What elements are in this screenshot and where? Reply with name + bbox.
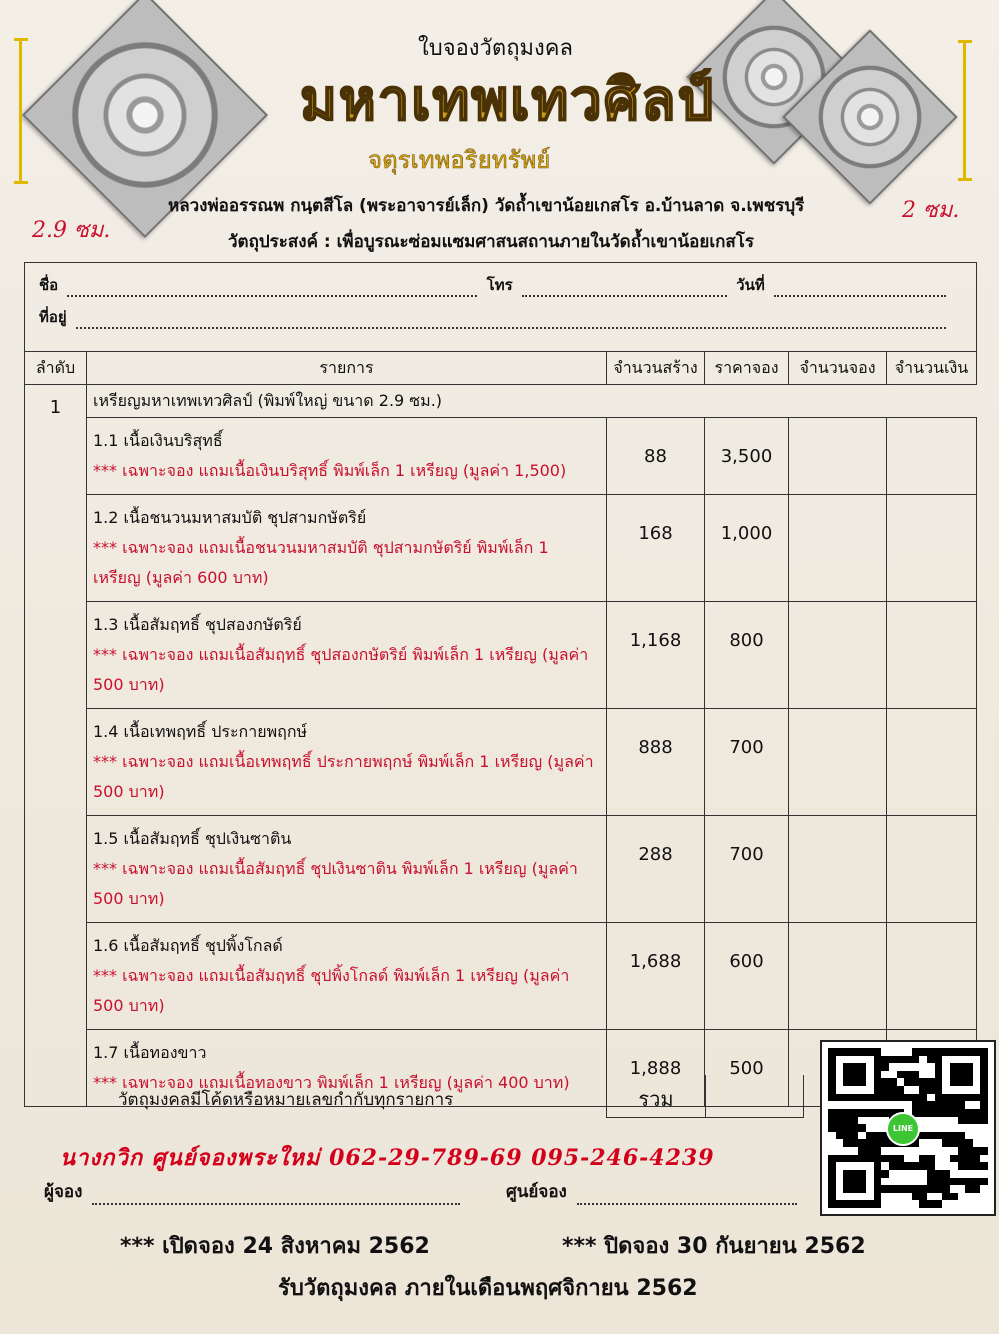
item-bonus-note: *** เฉพาะจอง แถมเนื้อสัมฤทธิ์ ชุปเงินซาติน พิมพ์เล็ก 1 เหรียญ (มูลค่า 500 บาท)	[93, 859, 578, 908]
booker-label: ผู้จอง	[44, 1182, 83, 1202]
table-row	[25, 816, 977, 923]
receive-date: รับวัตถุมงคล ภายในเดือนพฤศจิกายน 2562	[278, 1276, 698, 1301]
item-booking-price: 500	[705, 1030, 789, 1107]
phone-label: โทร	[486, 276, 513, 294]
item-amount-cell[interactable]	[887, 709, 977, 816]
item-amount-cell[interactable]	[887, 418, 977, 495]
item-amount-cell[interactable]	[887, 816, 977, 923]
center-field[interactable]	[577, 1189, 797, 1205]
center-label: ศูนย์จอง	[506, 1182, 567, 1202]
group-index: 1	[25, 385, 87, 1107]
item-booking-price: 600	[705, 923, 789, 1030]
order-table	[24, 262, 977, 1107]
table-row	[25, 923, 977, 1030]
booking-open-date: *** เปิดจอง 24 สิงหาคม 2562	[120, 1234, 430, 1259]
item-quantity-made: 1,888	[607, 1030, 705, 1107]
header-booking-price: ราคาจอง	[705, 352, 789, 385]
table-row	[25, 418, 977, 495]
item-quantity-made: 1,168	[607, 602, 705, 709]
size-bracket-left	[14, 38, 28, 184]
purpose-line: วัตถุประสงค์ : เพื่อบูรณะซ่อมแซมศาสนสถานภายในวัดถ้ำเขาน้อยเกสโร	[228, 232, 755, 252]
name-label: ชื่อ	[39, 276, 59, 294]
header-booking-quantity: จำนวนจอง	[789, 352, 887, 385]
total-box	[606, 1075, 804, 1118]
size-label-right: 2 ซม.	[902, 198, 960, 223]
total-label: รวม	[607, 1075, 706, 1117]
customer-form	[25, 263, 977, 352]
center-signature-line	[506, 1178, 801, 1205]
item-booking-quantity-cell[interactable]	[789, 495, 887, 602]
address-label: ที่อยู่	[39, 308, 67, 326]
item-booking-price: 700	[705, 816, 789, 923]
item-booking-quantity-cell[interactable]	[789, 923, 887, 1030]
booker-signature-line	[44, 1178, 464, 1205]
item-booking-quantity-cell[interactable]	[789, 418, 887, 495]
header-item: รายการ	[87, 352, 607, 385]
header-index: ลำดับ	[25, 352, 87, 385]
table-row	[25, 602, 977, 709]
phone-field[interactable]	[522, 281, 727, 297]
table-header-row	[25, 352, 977, 385]
item-bonus-note: *** เฉพาะจอง แถมเนื้อเงินบริสุทธิ์ พิมพ์เล็ก 1 เหรียญ (มูลค่า 1,500)	[93, 461, 567, 480]
item-quantity-made: 288	[607, 816, 705, 923]
header-amount: จำนวนเงิน	[887, 352, 977, 385]
total-amount-field[interactable]	[706, 1075, 803, 1117]
item-booking-price: 1,000	[705, 495, 789, 602]
date-label: วันที่	[736, 276, 765, 294]
item-quantity-made: 88	[607, 418, 705, 495]
booker-field[interactable]	[92, 1189, 460, 1205]
page-tagline: จตุรเทพอริยทรัพย์	[368, 146, 551, 174]
item-name: 1.3 เนื้อสัมฤทธิ์ ชุปสองกษัตริย์	[93, 615, 302, 634]
item-name: 1.5 เนื้อสัมฤทธิ์ ชุปเงินซาติน	[93, 829, 292, 848]
monk-temple-line: หลวงพ่ออรรณพ กนฺตสีโล (พระอาจารย์เล็ก) วัดถ้ำเขาน้อยเกสโร อ.บ้านลาด จ.เพชรบุรี	[168, 196, 805, 216]
item-booking-price: 800	[705, 602, 789, 709]
code-footnote: วัตถุมงคลมีโค้ดหรือหมายเลขกำกับทุกรายการ	[118, 1090, 454, 1110]
line-app-icon: LINE	[886, 1112, 920, 1146]
item-name: 1.4 เนื้อเทพฤทธิ์ ประกายพฤกษ์	[93, 722, 308, 741]
item-booking-quantity-cell[interactable]	[789, 602, 887, 709]
page-subtitle: ใบจองวัตถุมงคล	[418, 36, 573, 61]
item-bonus-note: *** เฉพาะจอง แถมเนื้อสัมฤทธิ์ ชุปสองกษัตริย์ พิมพ์เล็ก 1 เหรียญ (มูลค่า 500 บาท)	[93, 645, 589, 694]
item-quantity-made: 888	[607, 709, 705, 816]
item-name: 1.6 เนื้อสัมฤทธิ์ ชุปพิ้งโกลด์	[93, 936, 283, 955]
address-field[interactable]	[76, 313, 946, 329]
date-field[interactable]	[774, 281, 946, 297]
item-booking-quantity-cell[interactable]	[789, 709, 887, 816]
item-name: 1.7 เนื้อทองขาว	[93, 1043, 207, 1062]
address-line	[39, 305, 962, 329]
table-row	[25, 495, 977, 602]
name-phone-date-line	[39, 273, 962, 297]
page-title: มหาเทพเทวศิลป์	[300, 67, 716, 133]
item-quantity-made: 168	[607, 495, 705, 602]
item-amount-cell[interactable]	[887, 923, 977, 1030]
item-booking-quantity-cell[interactable]	[789, 816, 887, 923]
item-bonus-note: *** เฉพาะจอง แถมเนื้อทองขาว พิมพ์เล็ก 1 เหรียญ (มูลค่า 400 บาท)	[93, 1073, 570, 1092]
item-amount-cell[interactable]	[887, 602, 977, 709]
size-label-left: 2.9 ซม.	[32, 218, 111, 243]
size-bracket-right	[958, 40, 972, 181]
contact-phone-line: นางกวิก ศูนย์จองพระใหม่ 062-29-789-69 095-246-4239	[60, 1145, 715, 1171]
group-title: เหรียญมหาเทพเทวศิลป์ (พิมพ์ใหญ่ ขนาด 2.9 ซม.)	[87, 385, 977, 418]
item-bonus-note: *** เฉพาะจอง แถมเนื้อสัมฤทธิ์ ชุปพิ้งโกลด์ พิมพ์เล็ก 1 เหรียญ (มูลค่า 500 บาท)	[93, 966, 570, 1015]
name-field[interactable]	[67, 281, 477, 297]
item-quantity-made: 1,688	[607, 923, 705, 1030]
item-amount-cell[interactable]	[887, 495, 977, 602]
item-bonus-note: *** เฉพาะจอง แถมเนื้อชนวนมหาสมบัติ ชุปสามกษัตริย์ พิมพ์เล็ก 1 เหรียญ (มูลค่า 600 บาท)	[93, 538, 549, 587]
header-quantity-made: จำนวนสร้าง	[607, 352, 705, 385]
item-bonus-note: *** เฉพาะจอง แถมเนื้อเทพฤทธิ์ ประกายพฤกษ์ พิมพ์เล็ก 1 เหรียญ (มูลค่า 500 บาท)	[93, 752, 594, 801]
item-name: 1.1 เนื้อเงินบริสุทธิ์	[93, 431, 223, 450]
table-row	[25, 709, 977, 816]
booking-close-date: *** ปิดจอง 30 กันยายน 2562	[562, 1234, 866, 1259]
item-name: 1.2 เนื้อชนวนมหาสมบัติ ชุปสามกษัตริย์	[93, 508, 367, 527]
group-title-row	[25, 385, 977, 418]
item-booking-price: 700	[705, 709, 789, 816]
item-booking-price: 3,500	[705, 418, 789, 495]
